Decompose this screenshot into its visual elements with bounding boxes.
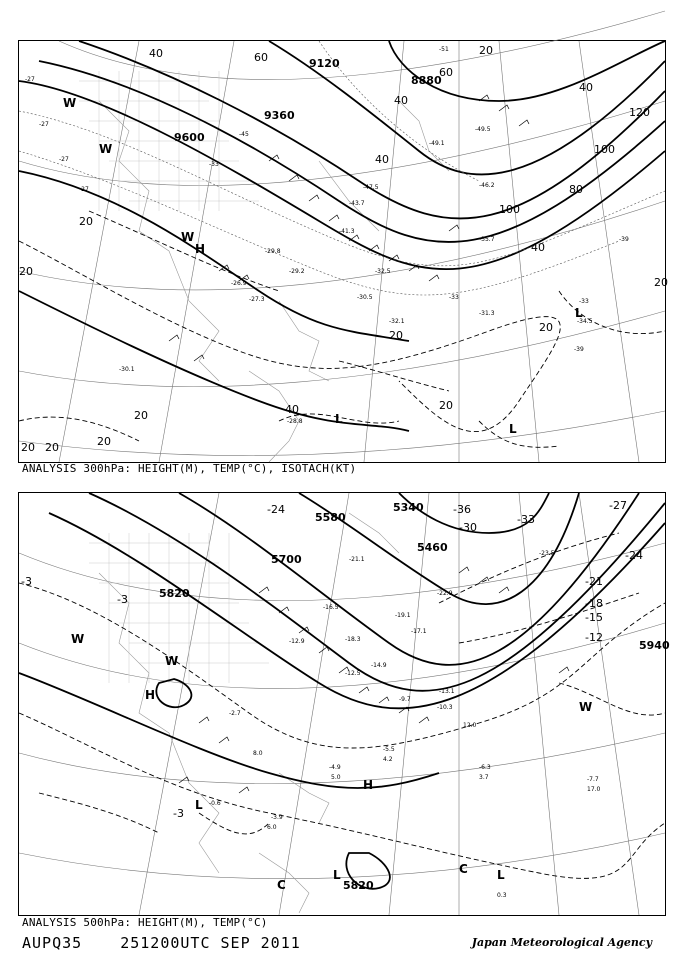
- station-value: -34.5: [577, 318, 593, 325]
- temp-label: -3: [117, 593, 128, 606]
- station-value: -49.5: [475, 126, 491, 133]
- map-panel-300hpa: [18, 40, 666, 463]
- hatch-region: [79, 71, 259, 211]
- isotherms: [19, 533, 665, 878]
- pressure-system-h: H: [363, 778, 374, 792]
- station-value: -6.3: [479, 764, 491, 771]
- isotach-label: 40: [579, 81, 593, 94]
- temp-label: -27: [25, 76, 35, 83]
- station-value: -9.7: [399, 696, 411, 703]
- station-value: -46.2: [479, 182, 495, 189]
- chart-500hpa: [19, 493, 670, 915]
- temp-label: -3: [21, 575, 32, 588]
- pressure-system-w: W: [181, 230, 195, 244]
- pressure-system-l: L: [195, 798, 203, 812]
- station-value: -29.8: [265, 248, 281, 255]
- temp-label: -39: [619, 236, 629, 243]
- temp-label: -27: [39, 121, 49, 128]
- temp-label: -30: [459, 521, 477, 534]
- station-value: -26.9: [231, 280, 247, 287]
- height-label: 9600: [174, 131, 205, 144]
- map-panel-500hpa: [18, 492, 670, 916]
- isotach-label: 100: [499, 203, 520, 216]
- isotach-label: 100: [594, 143, 615, 156]
- temp-label: -24: [625, 549, 643, 562]
- station-value: -7.7: [587, 776, 599, 783]
- isotach-label: 40: [394, 94, 408, 107]
- height-label: 5580: [315, 511, 346, 524]
- station-value: 8.0: [253, 750, 263, 757]
- isotach-label: 60: [254, 51, 268, 64]
- station-value: -49.1: [429, 140, 445, 147]
- station-value: -12.5: [345, 670, 361, 677]
- station-value: -22.9: [437, 590, 453, 597]
- station-value: -4.9: [329, 764, 341, 771]
- height-label: 8880: [411, 74, 442, 87]
- graticule: [19, 493, 665, 915]
- isotach-label: 120: [629, 106, 650, 119]
- height-contours: [19, 493, 665, 889]
- valid-time: 251200UTC SEP 2011: [120, 934, 301, 952]
- product-code: AUPQ35: [22, 934, 83, 952]
- isotach-label: 20: [45, 441, 59, 454]
- temp-label: -33: [579, 298, 589, 305]
- isotach-label: 20: [19, 265, 33, 278]
- station-value: -29.2: [289, 268, 305, 275]
- pressure-system-c: C: [459, 862, 468, 876]
- isotach-label: 20: [439, 399, 453, 412]
- temp-label: -27: [79, 186, 89, 193]
- station-value: -32.1: [389, 318, 405, 325]
- station-value: -18.3: [345, 636, 361, 643]
- isotach-label: 20: [21, 441, 35, 454]
- isotach-label: 40: [531, 241, 545, 254]
- pressure-system-l: L: [333, 868, 341, 882]
- pressure-system-l: L: [497, 868, 505, 882]
- station-value: -43.7: [349, 200, 365, 207]
- panel-caption-500: ANALYSIS 500hPa: HEIGHT(M), TEMP(°C): [22, 916, 268, 929]
- isotach-label: 20: [479, 44, 493, 57]
- height-label: 9360: [264, 109, 295, 122]
- isotherms: [19, 41, 665, 295]
- station-value: -12.9: [289, 638, 305, 645]
- station-value: -47.5: [363, 184, 379, 191]
- station-value: 6.0: [267, 824, 277, 831]
- temp-label: -51: [439, 46, 449, 53]
- pressure-system-l: L: [335, 412, 343, 426]
- isotach-label: 20: [97, 435, 111, 448]
- station-value: -35.7: [479, 236, 495, 243]
- pressure-system-h: H: [195, 242, 206, 256]
- station-value: -2.7: [229, 710, 241, 717]
- station-value: -28.8: [287, 418, 303, 425]
- station-value: -32.5: [375, 268, 391, 275]
- isotach-label: 20: [389, 329, 403, 342]
- pressure-system-w: W: [165, 654, 179, 668]
- isotach-label: 40: [149, 47, 163, 60]
- pressure-system-l: L: [575, 306, 583, 320]
- station-value: -19.1: [395, 612, 411, 619]
- isotach-label: 40: [375, 153, 389, 166]
- station-value: -10.3: [437, 704, 453, 711]
- station-value: 12.0: [463, 722, 477, 729]
- station-value: 3.7: [479, 774, 489, 781]
- height-label: 5820: [343, 879, 374, 892]
- station-value: 0.3: [497, 892, 507, 899]
- product-id-line: [22, 934, 329, 952]
- temp-label: -33: [449, 294, 459, 301]
- station-value: -14.9: [371, 662, 387, 669]
- pressure-system-w: W: [99, 142, 113, 156]
- station-value: -31.3: [479, 310, 495, 317]
- temp-label: -12: [585, 631, 603, 644]
- height-contours: [19, 41, 665, 431]
- station-value: -0.6: [209, 800, 221, 807]
- station-value: -5.5: [383, 746, 395, 753]
- isotach-label: 20: [654, 276, 668, 289]
- pressure-system-l: L: [509, 422, 517, 436]
- pressure-system-c: C: [277, 878, 286, 892]
- temp-label: -39: [574, 346, 584, 353]
- station-value: -3.9: [271, 814, 283, 821]
- wind-barbs: [179, 567, 569, 793]
- temp-label: -24: [267, 503, 285, 516]
- pressure-system-w: W: [579, 700, 593, 714]
- station-value: 4.2: [383, 756, 393, 763]
- isotach-label: 80: [569, 183, 583, 196]
- height-label: 5460: [417, 541, 448, 554]
- height-label: 5940: [639, 639, 670, 652]
- temp-label: -33: [209, 161, 219, 168]
- pressure-system-w: W: [71, 632, 85, 646]
- temp-label: -27: [59, 156, 69, 163]
- temp-label: -36: [453, 503, 471, 516]
- station-value: -30.1: [119, 366, 135, 373]
- temp-label: -21: [585, 575, 603, 588]
- isotach-label: 20: [79, 215, 93, 228]
- station-value: -41.3: [339, 228, 355, 235]
- station-value: -30.5: [357, 294, 373, 301]
- hatch-region: [89, 533, 269, 683]
- temp-label: -33: [517, 513, 535, 526]
- station-value: 17.0: [587, 786, 601, 793]
- station-value: -23.5: [539, 550, 555, 557]
- isotach-label: 20: [134, 409, 148, 422]
- graticule: [19, 11, 665, 462]
- pressure-system-w: W: [63, 96, 77, 110]
- station-value: -21.1: [349, 556, 365, 563]
- height-label: 5700: [271, 553, 302, 566]
- station-value: -17.1: [411, 628, 427, 635]
- temp-label: -15: [585, 611, 603, 624]
- coastline: [99, 101, 449, 462]
- pressure-system-h: H: [145, 688, 156, 702]
- temp-label: -3: [173, 807, 184, 820]
- temp-label: -27: [609, 499, 627, 512]
- agency-name: Japan Meteorological Agency: [471, 936, 652, 949]
- height-label: 5820: [159, 587, 190, 600]
- station-value: -13.1: [439, 688, 455, 695]
- station-value: 5.0: [331, 774, 341, 781]
- station-value: -16.5: [323, 604, 339, 611]
- height-label: 9120: [309, 57, 340, 70]
- isotach-label: 60: [439, 66, 453, 79]
- temp-label: -45: [239, 131, 249, 138]
- station-value: -27.3: [249, 296, 265, 303]
- chart-300hpa: [19, 41, 668, 462]
- temp-label: -18: [585, 597, 603, 610]
- height-label: 5340: [393, 501, 424, 514]
- isotach-label: 20: [539, 321, 553, 334]
- isotach-label: 40: [285, 403, 299, 416]
- panel-caption-300: ANALYSIS 300hPa: HEIGHT(M), TEMP(°C), ISOTACH(KT): [22, 462, 357, 475]
